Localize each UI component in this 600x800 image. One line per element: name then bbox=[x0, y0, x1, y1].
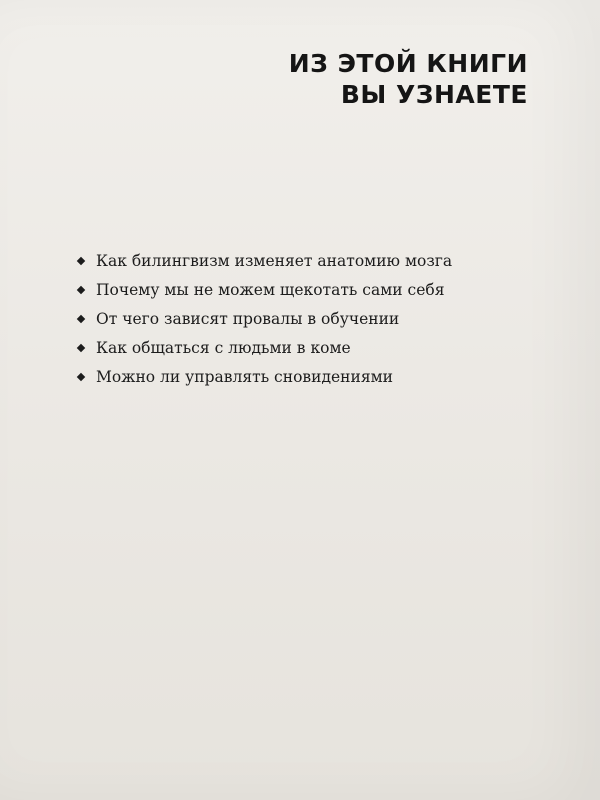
bullet-list bbox=[76, 246, 452, 391]
list-item bbox=[76, 246, 452, 275]
diamond-icon bbox=[77, 372, 85, 380]
diamond-icon bbox=[77, 314, 85, 322]
list-item bbox=[76, 362, 452, 391]
diamond-icon bbox=[77, 285, 85, 293]
diamond-icon bbox=[77, 256, 85, 264]
list-item-text: Можно ли управлять сновидениями bbox=[96, 367, 394, 386]
list-item-text: Как общаться с людьми в коме bbox=[96, 338, 351, 357]
list-item bbox=[76, 304, 452, 333]
list-item-text: От чего зависят провалы в обучении bbox=[96, 309, 400, 328]
list-item bbox=[76, 275, 452, 304]
heading-line-1: ИЗ ЭТОЙ КНИГИ bbox=[288, 49, 528, 78]
list-item-text: Почему мы не можем щекотать сами себя bbox=[96, 280, 445, 299]
heading-line-2: ВЫ УЗНАЕТЕ bbox=[340, 80, 528, 109]
diamond-icon bbox=[77, 343, 85, 351]
list-item bbox=[76, 333, 452, 362]
list-item-text: Как билингвизм изменяет анатомию мозга bbox=[96, 251, 453, 270]
page-heading bbox=[289, 48, 528, 110]
